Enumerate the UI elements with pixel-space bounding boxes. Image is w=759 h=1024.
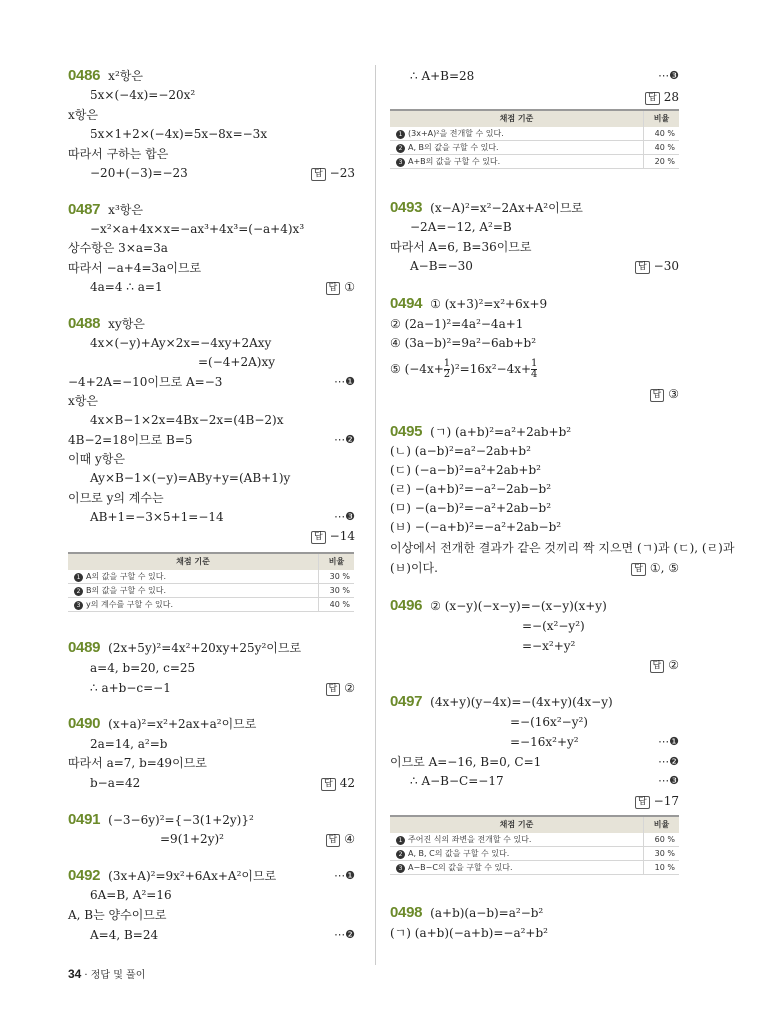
problem-start-line (390, 905, 543, 921)
problem-start-line (390, 598, 607, 614)
answer-mark (635, 793, 679, 809)
answer-value: ①, ⑤ (649, 561, 679, 575)
solution-line (390, 316, 523, 332)
answer-value: −14 (329, 529, 355, 543)
step-number-icon: ❷ (345, 433, 355, 446)
solution-line (68, 240, 168, 256)
answer-tag-icon: 답 (631, 563, 646, 576)
step-marker: 3 (74, 601, 83, 610)
solution-text: =−16x²+y² (510, 735, 579, 749)
answer-value: ② (344, 681, 355, 695)
solution-text: A−B=−30 (410, 259, 473, 273)
solution-line (90, 680, 171, 696)
solution-text: (a+b)(a−b)=a²−b² (430, 906, 544, 920)
table-row: 2 A, B의 값을 구할 수 있다. 40 % (390, 141, 679, 155)
solution-text: (4x+y)(y−4x)=−(4x+y)(4x−y) (430, 695, 613, 709)
solution-line (510, 714, 588, 730)
problem-start-line (390, 424, 571, 440)
step-marker (334, 374, 355, 390)
problem-number: 0498 (390, 904, 423, 921)
solution-text: 4x×(−y)+Ay×2x=−4xy+2Axy (90, 336, 272, 350)
answer-value: 28 (663, 90, 679, 104)
solution-text: ① (x+3)²=x²+6x+9 (430, 297, 548, 311)
solution-text: (−3−6y)²={−3(1+2y)}² (108, 813, 254, 827)
solution-line (390, 335, 536, 351)
solution-line (68, 907, 166, 923)
solution-text: 2a=14, a²=b (90, 737, 168, 751)
solution-text: (2x+5y)²=4x²+20xy+25y²이므로 (108, 641, 302, 655)
solution-text: 5x×(−4x)=−20x² (90, 88, 196, 102)
step-marker (334, 868, 355, 884)
solution-text: 이때 y항은 (68, 452, 125, 466)
table-row: 3 A+B의 값을 구할 수 있다. 20 % (390, 155, 679, 169)
solution-text: Ay×B−1×(−y)=ABy+y=(AB+1)y (90, 471, 291, 485)
solution-text: b−a=42 (90, 776, 141, 790)
problem-start-line (68, 202, 143, 218)
solution-line (68, 260, 201, 276)
solution-line (160, 831, 224, 847)
solution-line (68, 146, 168, 162)
step-marker: 1 (396, 836, 405, 845)
problem-number: 0496 (390, 597, 423, 614)
solution-text: −2A=−12, A²=B (410, 220, 512, 234)
solution-line (410, 773, 504, 789)
table-row: 2 B의 값을 구할 수 있다. 30 % (68, 584, 354, 598)
solution-line (390, 754, 541, 770)
solution-line (410, 219, 512, 235)
footer-label: · 정답 및 풀이 (84, 970, 146, 981)
solution-text: (ㅂ)이다. (390, 561, 438, 575)
solution-text: ④ (3a−b)²=9a²−6ab+b² (390, 336, 536, 350)
arrow-icon: ⋯ (658, 774, 670, 787)
solution-text: (ㄹ) −(a+b)²=−a²−2ab−b² (390, 482, 552, 496)
solution-text: 4a=4 ∴ a=1 (90, 280, 163, 294)
answer-tag-icon: 답 (650, 660, 665, 673)
solution-text: (ㄱ) (a+b)(−a+b)=−a²+b² (390, 926, 548, 940)
solution-line (390, 462, 541, 478)
step-marker: 1 (396, 130, 405, 139)
solution-line (68, 374, 222, 390)
solution-line (522, 638, 575, 654)
answer-tag-icon: 답 (326, 282, 341, 295)
answer-mark (631, 560, 679, 576)
arrow-icon: ⋯ (334, 869, 346, 882)
answer-tag-icon: 답 (635, 796, 650, 809)
step-number-icon: ❸ (669, 69, 679, 82)
step-number-icon: ❶ (669, 735, 679, 748)
problem-number: 0493 (390, 199, 423, 216)
problem-start-line (68, 316, 145, 332)
solution-text: x²항은 (108, 69, 143, 83)
solution-line (90, 775, 140, 791)
solution-text: a=4, b=20, c=25 (90, 661, 196, 675)
answer-tag-icon: 답 (326, 834, 341, 847)
table-header-criteria: 채점 기준 (499, 820, 534, 829)
solution-line (68, 490, 164, 506)
problem-number: 0486 (68, 67, 101, 84)
solution-text: (ㄱ) (a+b)²=a²+2ab+b² (430, 425, 572, 439)
solution-text: −4+2A=−10이므로 A=−3 (68, 375, 223, 389)
step-marker (658, 68, 679, 84)
solution-text: 따라서 A=6, B=36이므로 (390, 240, 532, 254)
step-number-icon: ❷ (669, 755, 679, 768)
answer-tag-icon: 답 (311, 531, 326, 544)
scoring-table-0497 (390, 815, 679, 875)
arrow-icon: ⋯ (658, 69, 670, 82)
solution-line (198, 354, 275, 370)
answer-mark (650, 386, 679, 402)
solution-text: 따라서 구하는 합은 (68, 147, 169, 161)
step-marker (334, 509, 355, 525)
arrow-icon: ⋯ (334, 433, 346, 446)
solution-line (522, 618, 585, 634)
solution-text: 5x×1+2×(−4x)=5x−8x=−3x (90, 127, 268, 141)
table-row: 3 y의 계수를 구할 수 있다. 40 % (68, 598, 354, 612)
arrow-icon: ⋯ (658, 735, 670, 748)
arrow-icon: ⋯ (658, 755, 670, 768)
problem-number: 0495 (390, 423, 423, 440)
solution-line (390, 925, 548, 941)
solution-text: x항은 (68, 394, 98, 408)
problem-number: 0490 (68, 715, 101, 732)
step-marker: 2 (396, 144, 405, 153)
solution-text: 이상에서 전개한 결과가 같은 것끼리 짝 지으면 (ㄱ)과 (ㄷ), (ㄹ)과 (390, 541, 735, 555)
solution-text: ∴ A−B−C=−17 (410, 774, 504, 788)
fraction: $\frac{1}{2}$ (443, 358, 451, 380)
answer-value: −23 (329, 166, 355, 180)
step-number-icon: ❶ (345, 869, 355, 882)
page-number: 34 (68, 967, 82, 981)
answer-mark (311, 528, 355, 544)
solution-text: x³항은 (108, 203, 143, 217)
solution-text: =(−4+2A)xy (198, 355, 276, 369)
answer-mark (311, 165, 355, 181)
problem-start-line (68, 812, 254, 828)
step-marker: 3 (396, 158, 405, 167)
table-row: 1 (3x+A)²을 전개할 수 있다. 40 % (390, 127, 679, 141)
problem-start-line (68, 868, 276, 884)
solution-line (390, 481, 551, 497)
solution-text: xy항은 (108, 317, 145, 331)
answer-value: ① (344, 280, 355, 294)
answer-value: ④ (344, 832, 355, 846)
step-marker (334, 927, 355, 943)
step-marker: 3 (396, 864, 405, 873)
step-marker (658, 773, 679, 789)
step-marker: 2 (74, 587, 83, 596)
solution-line (90, 736, 167, 752)
solution-text: 이므로 A=−16, B=0, C=1 (390, 755, 542, 769)
page-footer (68, 966, 145, 981)
solution-text: (ㅂ) −(−a+b)²=−a²+2ab−b² (390, 520, 562, 534)
table-header-criteria: 채점 기준 (176, 557, 210, 566)
step-number-icon: ❸ (669, 774, 679, 787)
solution-text: (x+a)²=x²+2ax+a²이므로 (108, 717, 257, 731)
answer-value: ② (668, 658, 679, 672)
answer-mark (326, 279, 355, 295)
problem-start-line (68, 68, 143, 84)
table-header-ratio: 비율 (643, 111, 679, 127)
solution-line (90, 660, 195, 676)
solution-text: (ㄴ) (a−b)²=a²−2ab+b² (390, 444, 531, 458)
solution-text: 6A=B, A²=16 (90, 888, 172, 902)
solution-text: A, B는 양수이므로 (68, 908, 167, 922)
problem-start-line (390, 694, 613, 710)
solution-line (390, 500, 551, 516)
solution-text: A=4, B=24 (90, 928, 159, 942)
arrow-icon: ⋯ (334, 928, 346, 941)
solution-text: 4x×B−1×2x=4Bx−2x=(4B−2)x (90, 413, 284, 427)
scoring-table-0492 (390, 109, 679, 169)
solution-text: =−x²+y² (522, 639, 576, 653)
answer-mark (326, 831, 355, 847)
solution-line (90, 126, 267, 142)
solution-line (390, 443, 531, 459)
table-header-ratio: 비율 (318, 554, 354, 570)
problem-number: 0489 (68, 639, 101, 656)
solution-text: 이므로 y의 계수는 (68, 491, 164, 505)
solution-text: ∴ A+B=28 (410, 69, 475, 83)
solution-text: =−(x²−y²) (522, 619, 585, 633)
solution-text: (ㅁ) −(a−b)²=−a²+2ab−b² (390, 501, 552, 515)
fraction-line-0494: ⑤ (−4x+ $\frac{1}{2}$ )²=16x²−4x+ $\frac{1}{4}$ (390, 358, 538, 380)
fraction: $\frac{1}{4}$ (531, 358, 538, 380)
problem-start-line (68, 640, 301, 656)
answer-tag-icon: 답 (321, 778, 336, 791)
column-divider (375, 65, 376, 965)
solution-line (68, 393, 98, 409)
answer-tag-icon: 답 (635, 261, 650, 274)
solution-line (68, 432, 193, 448)
solution-text: (3x+A)²=9x²+6Ax+A²이므로 (108, 869, 277, 883)
solution-text: =9(1+2y)² (160, 832, 224, 846)
problem-start-line (390, 200, 583, 216)
answer-mark (650, 657, 679, 673)
step-number-icon: ❸ (345, 510, 355, 523)
solution-line (68, 451, 125, 467)
solution-line (90, 165, 188, 181)
solution-text: AB+1=−3×5+1=−14 (90, 510, 224, 524)
problem-number: 0497 (390, 693, 423, 710)
problem-number: 0494 (390, 295, 423, 312)
solution-line (390, 239, 532, 255)
solution-text: 4B−2=18이므로 B=5 (68, 433, 193, 447)
solution-text: x항은 (68, 108, 98, 122)
step-number-icon: ❶ (345, 375, 355, 388)
step-marker (658, 734, 679, 750)
table-header-criteria: 채점 기준 (499, 114, 534, 123)
solution-text: =−(16x²−y²) (510, 715, 588, 729)
step-number-icon: ❷ (345, 928, 355, 941)
solution-line (90, 221, 304, 237)
arrow-icon: ⋯ (334, 510, 346, 523)
solution-text: 따라서 −a+4=3a이므로 (68, 261, 202, 275)
problem-number: 0492 (68, 867, 101, 884)
answer-mark (321, 775, 355, 791)
solution-line (390, 519, 561, 535)
answer-tag-icon: 답 (326, 683, 341, 696)
answer-value: −17 (653, 794, 679, 808)
answer-mark (635, 258, 679, 274)
answer-value: 42 (339, 776, 355, 790)
solution-line (410, 258, 473, 274)
solution-line (90, 509, 224, 525)
scoring-table-0488 (68, 552, 354, 612)
step-marker (658, 754, 679, 770)
solution-line (90, 87, 195, 103)
solution-text: (ㄷ) (−a−b)²=a²+2ab+b² (390, 463, 541, 477)
solution-line (90, 335, 271, 351)
solution-text: ② (2a−1)²=4a²−4a+1 (390, 317, 524, 331)
answer-mark (645, 89, 679, 105)
answer-mark (326, 680, 355, 696)
solution-line (68, 755, 207, 771)
answer-tag-icon: 답 (645, 92, 660, 105)
solution-text: ② (x−y)(−x−y)=−(x−y)(x+y) (430, 599, 607, 613)
solution-line (410, 68, 474, 84)
step-marker (334, 432, 355, 448)
solution-line (510, 734, 579, 750)
step-marker: 2 (396, 850, 405, 859)
step-marker: 1 (74, 573, 83, 582)
arrow-icon: ⋯ (334, 375, 346, 388)
answer-tag-icon: 답 (650, 389, 665, 402)
table-row: 2 A, B, C의 값을 구할 수 있다. 30 % (390, 847, 679, 861)
solution-text: 따라서 a=7, b=49이므로 (68, 756, 207, 770)
solution-line (68, 107, 98, 123)
solution-line (390, 560, 438, 576)
table-row: 1 A의 값을 구할 수 있다. 30 % (68, 570, 354, 584)
solution-text: (x−A)²=x²−2Ax+A²이므로 (430, 201, 583, 215)
solution-line (90, 279, 163, 295)
solution-line (90, 412, 283, 428)
table-header-ratio: 비율 (643, 817, 679, 833)
solution-line (390, 540, 734, 556)
problem-number: 0487 (68, 201, 101, 218)
solution-text: 상수항은 3×a=3a (68, 241, 168, 255)
solution-text: ∴ a+b−c=−1 (90, 681, 171, 695)
solution-text: −20+(−3)=−23 (90, 166, 188, 180)
solution-text: −x²×a+4x×x=−ax³+4x³=(−a+4)x³ (90, 222, 305, 236)
problem-start-line (68, 716, 256, 732)
solution-line (90, 927, 158, 943)
answer-value: ③ (668, 387, 679, 401)
problem-number: 0488 (68, 315, 101, 332)
problem-start-line (390, 296, 547, 312)
problem-number: 0491 (68, 811, 101, 828)
table-row: 3 A−B−C의 값을 구할 수 있다. 10 % (390, 861, 679, 875)
answer-tag-icon: 답 (311, 168, 326, 181)
answer-value: −30 (653, 259, 679, 273)
solution-line (90, 887, 172, 903)
table-row: 1 주어진 식의 좌변을 전개할 수 있다. 60 % (390, 833, 679, 847)
solution-line (90, 470, 290, 486)
